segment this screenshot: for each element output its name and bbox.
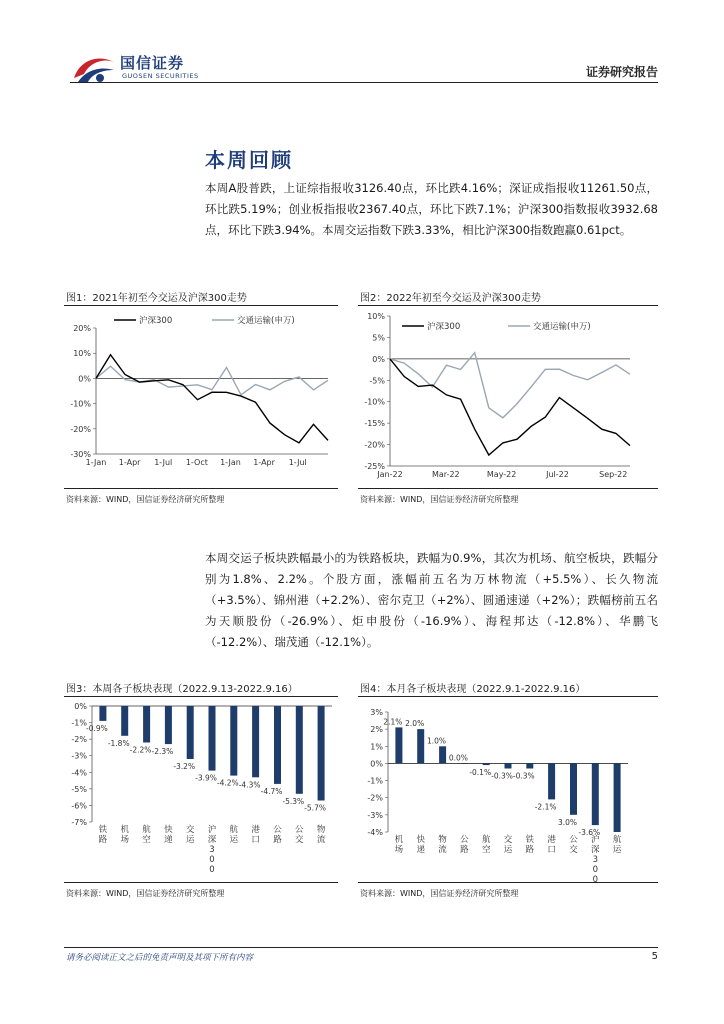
- bar: [296, 706, 303, 794]
- category-label: 运: [612, 845, 622, 855]
- x-tick-label: 1-Jan: [85, 458, 107, 467]
- x-tick-label: Jul-22: [546, 470, 569, 479]
- category-label: 物: [438, 835, 447, 845]
- x-tick-label: May-22: [486, 470, 517, 479]
- y-tick-label: -5%: [71, 784, 87, 794]
- y-tick-label: 0%: [78, 374, 91, 384]
- category-label: 0: [209, 865, 215, 875]
- bar-value-label: -5.3%: [282, 796, 305, 806]
- figure-3-top-rule: [64, 696, 338, 697]
- bar-value-label: -3.2%: [173, 762, 196, 771]
- y-tick-label: -3%: [71, 751, 87, 761]
- category-label: 交: [503, 835, 513, 845]
- category-label: 口: [547, 845, 556, 855]
- legend-label: 沪深300: [427, 322, 461, 332]
- report-type: 证券研究报告: [585, 65, 658, 79]
- bar-value-label: -3.6%: [578, 828, 601, 838]
- category-label: 港: [547, 835, 556, 845]
- category-label: 航: [142, 825, 151, 835]
- figure-4-title: 图4：本月各子板块表现（2022.9.1-2022.9.16）: [360, 684, 586, 695]
- sector-performance-paragraph: 本周交运子板块跌幅最小的为铁路板块，跌幅为0.9%，其次为机场、航空板块，跌幅分别为1.8%、2.2%。个股方面，涨幅前五名为万林物流（+5.5%）、长久物流（+3.5%）、锦州港（+2.2%）、密尔克卫（+2%）、圆通速递（+2%）；跌幅榜前五名为天顺股份（-26.9%）、炬申股份（-16.9%）、海程邦达（-12.8%）、华鹏飞（-12.2%）、瑞茂通（-12.1%）。: [205, 551, 658, 649]
- category-label: 路: [98, 835, 108, 845]
- bar-value-label: 3.0%: [557, 817, 578, 827]
- bar: [252, 706, 259, 777]
- figure-3-title: 图3：本周各子板块表现（2022.9.13-2022.9.16）: [66, 684, 298, 695]
- category-label: 公: [295, 825, 304, 835]
- category-label: 运: [185, 835, 195, 845]
- category-label: 机: [394, 835, 404, 845]
- category-label: 沪: [591, 835, 600, 845]
- figure-1-chart: [64, 310, 338, 482]
- category-label: 0: [592, 875, 599, 885]
- series-line: [390, 359, 630, 455]
- category-label: 路: [525, 845, 535, 855]
- bar: [614, 763, 621, 832]
- y-tick-label: -4%: [367, 828, 383, 837]
- figure-2-bottom-rule: [358, 488, 658, 489]
- bar: [395, 727, 402, 763]
- y-tick-label: 0%: [370, 759, 383, 769]
- bar: [417, 729, 424, 763]
- footer-divider: [64, 947, 658, 948]
- figure-3-chart: [64, 700, 338, 878]
- figure-4-source: 资料来源：WIND，国信证券经济研究所整理: [360, 889, 519, 898]
- category-label: 快: [164, 825, 173, 835]
- bar: [461, 763, 468, 764]
- y-tick-label: -30%: [70, 450, 91, 459]
- category-label: 递: [416, 845, 425, 855]
- bar: [318, 706, 325, 801]
- figure-3-source: 资料来源：WIND，国信证券经济研究所整理: [66, 889, 225, 898]
- figure-4-chart: [358, 706, 658, 885]
- footer-disclaimer: 请务必阅读正文之后的免责声明及其项下所有内容: [66, 953, 254, 963]
- figure-2-title: 图2：2022年初至今交运及沪深300走势: [360, 293, 541, 304]
- category-label: 流: [438, 845, 447, 855]
- y-tick-label: 10%: [367, 312, 385, 321]
- y-tick-label: -6%: [71, 801, 87, 811]
- bar-value-label: -0.3%: [491, 771, 513, 781]
- figure-1-title: 图1：2021年初至今交运及沪深300走势: [66, 293, 247, 304]
- x-tick-label: Mar-22: [431, 470, 460, 479]
- category-label: 3: [209, 845, 215, 855]
- bar: [548, 763, 555, 799]
- category-label: 港: [251, 825, 260, 835]
- category-label: 流: [316, 835, 326, 845]
- bar-value-label: -2.2%: [129, 745, 152, 755]
- x-tick-label: 1-Apr: [118, 458, 141, 467]
- bar: [439, 746, 446, 763]
- category-label: 深: [207, 835, 217, 845]
- y-tick-label: 0%: [74, 702, 87, 711]
- y-tick-label: -15%: [364, 419, 385, 429]
- category-label: 机: [120, 825, 129, 835]
- figure-1-top-rule: [64, 305, 338, 306]
- category-label: 交: [569, 845, 578, 855]
- category-label: 运: [503, 845, 513, 855]
- bar: [592, 763, 599, 825]
- logo-text-en: GUOSEN SECURITIES: [122, 72, 199, 80]
- category-label: 航: [229, 825, 239, 835]
- bar: [143, 706, 150, 743]
- category-label: 沪: [207, 825, 217, 835]
- y-tick-label: -10%: [364, 397, 385, 407]
- y-tick-label: -10%: [70, 399, 91, 409]
- y-tick-label: -1%: [367, 776, 383, 786]
- y-tick-label: -20%: [70, 424, 91, 434]
- figure-1-source: 资料来源：WIND，国信证券经济研究所整理: [66, 495, 225, 504]
- bar: [165, 706, 172, 744]
- y-tick-label: -20%: [364, 440, 385, 450]
- bar: [99, 706, 106, 721]
- bar: [483, 763, 490, 765]
- legend-label: 交通运输(申万): [237, 316, 295, 326]
- bar-value-label: -4.2%: [216, 778, 239, 788]
- logo-text-cn: 国信证券: [120, 54, 185, 72]
- bar-value-label: 0.0%: [448, 753, 468, 763]
- page-number: 5: [651, 951, 658, 962]
- legend-label: 沪深300: [139, 316, 173, 326]
- category-label: 口: [251, 835, 260, 845]
- category-label: 空: [481, 845, 491, 855]
- bar-value-label: 2.1%: [383, 717, 403, 727]
- figure-2-chart: [358, 308, 658, 482]
- category-label: 运: [229, 835, 239, 845]
- category-label: 0: [209, 855, 215, 865]
- category-label: 递: [164, 835, 173, 845]
- bar-value-label: -3.9%: [195, 773, 217, 783]
- category-label: 物: [316, 825, 326, 835]
- category-label: 航: [481, 835, 491, 845]
- bar-value-label: -5.7%: [304, 803, 326, 813]
- section-title: 本周回顾: [205, 148, 293, 172]
- category-label: 路: [460, 845, 469, 855]
- y-tick-label: 0%: [372, 354, 385, 364]
- x-tick-label: 1-Jul: [288, 458, 307, 467]
- figure-4-top-rule: [358, 696, 658, 697]
- bar-value-label: -2.1%: [534, 802, 557, 812]
- y-tick-label: -5%: [369, 376, 385, 386]
- bar: [209, 706, 216, 771]
- bar-value-label: -0.3%: [512, 771, 535, 781]
- bar-value-label: -4.3%: [238, 780, 261, 790]
- category-label: 交: [185, 825, 195, 835]
- y-tick-label: -2%: [71, 735, 87, 745]
- bar-value-label: -0.9%: [86, 723, 108, 733]
- y-tick-label: 10%: [73, 349, 91, 359]
- x-tick-label: Jan-22: [377, 470, 403, 479]
- category-label: 场: [120, 835, 129, 845]
- bar: [505, 763, 512, 768]
- y-tick-label: -2%: [367, 793, 383, 803]
- category-label: 空: [142, 835, 151, 845]
- y-tick-label: -25%: [364, 462, 385, 471]
- bar-value-label: -2.3%: [151, 747, 174, 757]
- category-label: 公: [460, 835, 469, 845]
- category-label: 公: [273, 825, 282, 835]
- category-label: 快: [416, 835, 425, 845]
- bar: [570, 763, 577, 814]
- bar-value-label: -0.1%: [469, 768, 492, 778]
- category-label: 交: [295, 835, 304, 845]
- y-tick-label: 20%: [73, 324, 91, 333]
- bar-value-label: -1.8%: [107, 738, 130, 748]
- x-tick-label: 1-Jul: [154, 458, 173, 467]
- category-label: 路: [273, 835, 282, 845]
- category-label: 深: [591, 845, 600, 855]
- y-tick-label: -1%: [71, 718, 87, 728]
- category-label: 航: [612, 835, 622, 845]
- x-tick-label: 1-Jan: [220, 458, 241, 467]
- bar-value-label: 1.0%: [426, 736, 447, 746]
- bar: [274, 706, 281, 784]
- x-tick-label: 1-Apr: [253, 458, 275, 467]
- header-divider: [70, 82, 658, 83]
- series-line: [96, 366, 328, 395]
- bar-value-label: 2.0%: [405, 719, 425, 729]
- bar: [121, 706, 128, 736]
- bar: [526, 763, 533, 768]
- y-tick-label: 3%: [370, 708, 383, 717]
- bar: [187, 706, 194, 759]
- category-label: 铁: [98, 825, 108, 835]
- y-tick-label: 5%: [372, 333, 385, 343]
- series-line: [96, 355, 328, 443]
- category-label: 铁: [525, 835, 535, 845]
- y-tick-label: 1%: [370, 742, 383, 752]
- y-tick-label: -7%: [71, 818, 87, 827]
- category-label: 场: [394, 845, 404, 855]
- y-tick-label: -4%: [71, 768, 87, 778]
- category-label: 3: [592, 855, 599, 865]
- weekly-review-paragraph: 本周A股普跌，上证综指报收3126.40点，环比跌4.16%；深证成指报收11261.50点，环比跌5.19%；创业板指报收2367.40点，环比下跌7.1%；沪深300指数报收3932.68点，环比下跌3.94%。本周交运指数下跌3.33%，相比沪深300指数跑赢0.61pct。: [205, 181, 658, 237]
- bar-value-label: -4.7%: [260, 786, 283, 796]
- x-tick-label: Sep-22: [599, 470, 628, 479]
- legend-label: 交通运输(申万): [533, 322, 591, 332]
- category-label: 公: [569, 835, 578, 845]
- category-label: 0: [592, 865, 599, 875]
- figure-4-bottom-rule: [358, 882, 658, 883]
- figure-2-source: 资料来源：WIND，国信证券经济研究所整理: [360, 495, 519, 504]
- y-tick-label: 2%: [370, 725, 383, 735]
- figure-2-top-rule: [358, 305, 658, 306]
- x-tick-label: 1-Oct: [185, 458, 208, 467]
- figure-3-bottom-rule: [64, 882, 338, 883]
- y-tick-label: -3%: [367, 810, 383, 820]
- figure-1-bottom-rule: [64, 488, 338, 489]
- bar: [230, 706, 237, 776]
